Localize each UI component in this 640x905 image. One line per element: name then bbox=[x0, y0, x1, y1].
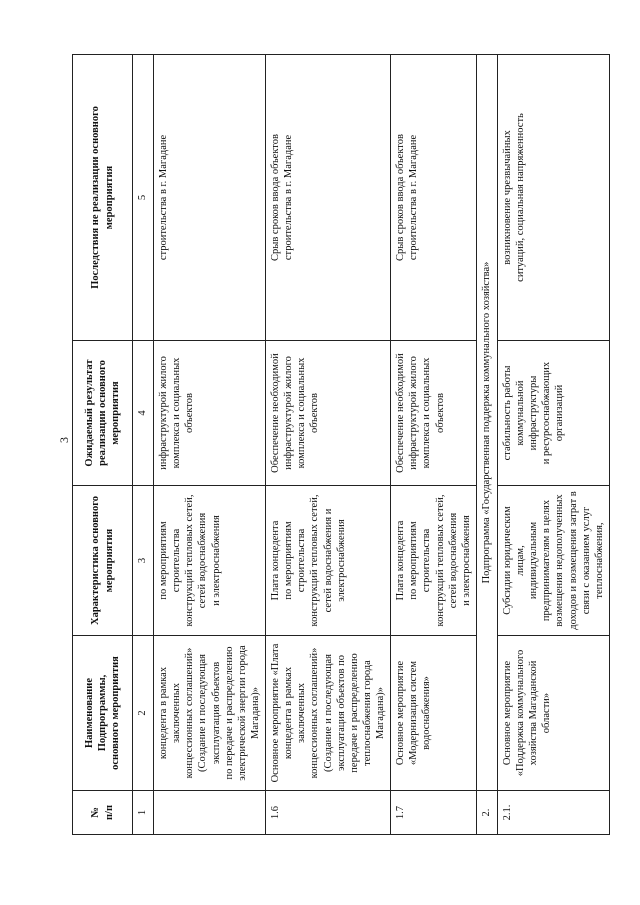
subprogram-row bbox=[476, 55, 497, 835]
header-name: Наименование Подпрограммы, основного мероприятия bbox=[73, 636, 133, 791]
row-result: стабильность работы коммунальной инфраструктуры и ресурсоснабжающих организаций bbox=[497, 341, 609, 486]
row-characteristic: Плата концедента по мероприятиям строительства конструкций тепловых сетей, сетей водоснабжения и электроснабжения bbox=[266, 486, 391, 636]
subprogram-number: 2. bbox=[476, 791, 497, 835]
row-characteristic: Субсидии юридическим лицам, индивидуальным предпринимателям в целях возмещения недополученных доходов и возмещения затрат в связи с оказанием услуг теплоснабжения, bbox=[497, 486, 609, 636]
row-characteristic: Плата концедента по мероприятиям строительства конструкций тепловых сетей, сетей водоснабжения и электроснабжения bbox=[391, 486, 477, 636]
header-consequence: Последствия не реализации основного мероприятия bbox=[73, 55, 133, 341]
row-number bbox=[154, 791, 266, 835]
row-name: Основное мероприятие «Плата концедента в рамках заключенных концессионных соглашений» (Создание и последующая эксплуатация объектов по передаче и распределению теплоснабжения города Магадана)» bbox=[266, 636, 391, 791]
page-number: 3 bbox=[57, 437, 71, 443]
row-consequence: строительства в г. Магадане bbox=[154, 55, 266, 341]
table-header-row bbox=[73, 55, 133, 835]
row-result: Обеспечение необходимой инфраструктурой жилого комплекса и социальных объектов bbox=[391, 341, 477, 486]
subprogram-title: Подпрограмма «Государственная поддержка коммунального хозяйства» bbox=[476, 55, 497, 791]
column-number-row bbox=[133, 55, 154, 835]
header-characteristic: Характеристика основного мероприятия bbox=[73, 486, 133, 636]
column-number: 2 bbox=[133, 636, 154, 791]
table-row bbox=[266, 55, 391, 835]
row-name: Основное мероприятие «Модернизация систем водоснабжения» bbox=[391, 636, 477, 791]
row-consequence: Срыв сроков ввода объектов строительства в г. Магадане bbox=[266, 55, 391, 341]
column-number: 5 bbox=[133, 55, 154, 341]
row-result: инфраструктурой жилого комплекса и социальных объектов bbox=[154, 341, 266, 486]
header-result: Ожидаемый результат реализации основного мероприятия bbox=[73, 341, 133, 486]
row-name: Основное мероприятие «Поддержка коммунального хозяйства Магаданской области» bbox=[497, 636, 609, 791]
table-row bbox=[497, 55, 609, 835]
measures-table bbox=[72, 54, 610, 835]
header-number: № п/п bbox=[73, 791, 133, 835]
row-name: концедента в рамках заключенных концессионных соглашений» (Создание и последующая эксплуатация объектов по передаче и распределению электрической энергии города Магадана)» bbox=[154, 636, 266, 791]
rotated-table-container bbox=[72, 55, 605, 835]
table-row bbox=[391, 55, 477, 835]
row-consequence: возникновение чрезвычайных ситуаций, социальная напряженность bbox=[497, 55, 609, 341]
row-consequence: Срыв сроков ввода объектов строительства в г. Магадане bbox=[391, 55, 477, 341]
column-number: 3 bbox=[133, 486, 154, 636]
row-characteristic: по мероприятиям строительства конструкций тепловых сетей, сетей водоснабжения и электроснабжения bbox=[154, 486, 266, 636]
row-result: Обеспечение необходимой инфраструктурой жилого комплекса и социальных объектов bbox=[266, 341, 391, 486]
column-number: 1 bbox=[133, 791, 154, 835]
row-number: 1.6 bbox=[266, 791, 391, 835]
row-number: 1.7 bbox=[391, 791, 477, 835]
column-number: 4 bbox=[133, 341, 154, 486]
table-row bbox=[154, 55, 266, 835]
row-number: 2.1. bbox=[497, 791, 609, 835]
